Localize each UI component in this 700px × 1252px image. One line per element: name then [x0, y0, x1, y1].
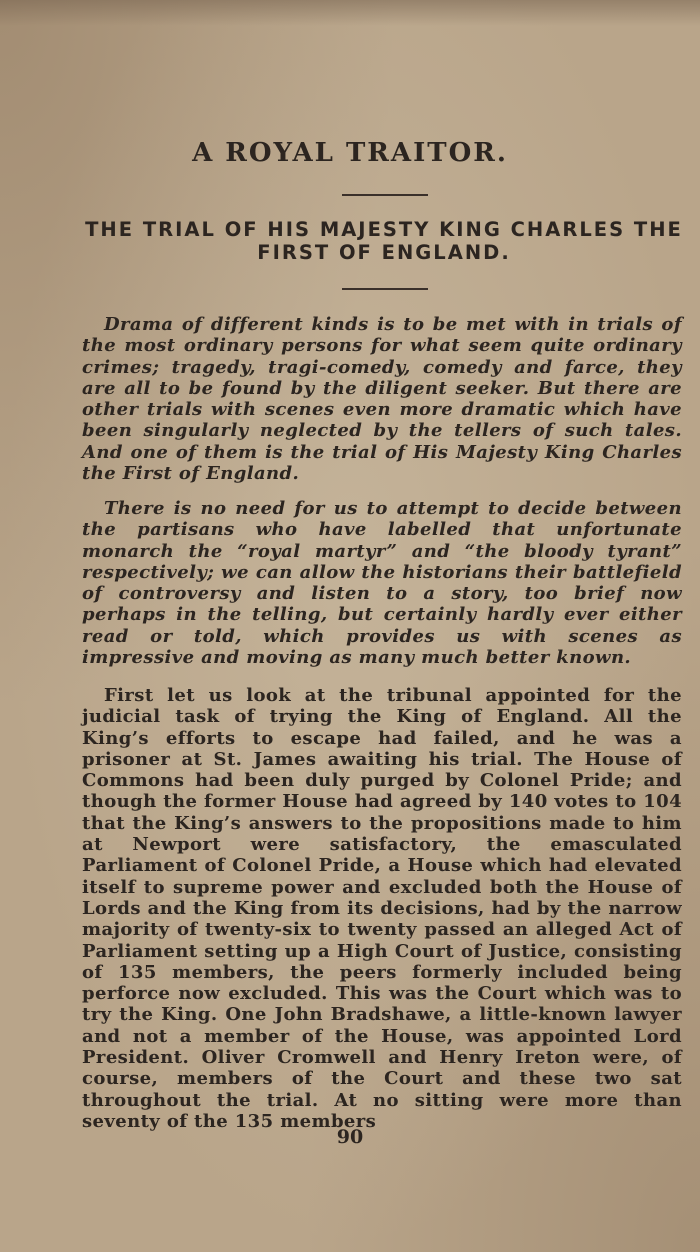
page-number: 90 [336, 1126, 364, 1148]
chapter-title: A ROYAL TRAITOR. [192, 138, 508, 168]
chapter-subtitle: THE TRIAL OF HIS MAJESTY KING CHARLES THE FIRST OF ENGLAND. [85, 218, 683, 264]
paragraph-3: First let us look at the tribunal appointed for the judicial task of trying the King of England. All the King’s efforts to escape had failed, and he was a prisoner at St. James awaiting his trial. The House of Commons had been duly purged by Colonel Pride; and though the former House had agreed by 140 votes to 104 that the King’s answers to the propositions made to him at Newport were satisfactory, the emasculated Parliament of Colonel Pride, a House which had elevated itself to supreme power and excluded both the House of Lords and the King from its decisions, had by the narrow majority of twenty-six to twenty passed an alleged Act of Parliament setting up a High Court of Justice, consisting of 135 members, the peers formerly included being perforce now excluded. This was the Court which was to try the King. One John Bradshawe, a little-known lawyer and not a member of the House, was appointed Lord President. Oliver Cromwell and Henry Ireton were, of course, members of the Court and these two sat throughout the trial. At no sitting were more than seventy of the 135 members [82, 685, 682, 1132]
paragraph-2: There is no need for us to attempt to decide between the partisans who have labelled that unfortunate monarch the “royal martyr” and “the bloody tyrant” respectively; we can allow the historians their battlefield of controversy and listen to a story, too brief now perhaps in the telling, but certainly hardly ever either read or told, which provides us with scenes as impressive and moving as many much better known. [82, 498, 682, 669]
subtitle-divider [342, 288, 428, 290]
paragraph-1: Drama of different kinds is to be met with in trials of the most ordinary persons for what seem quite ordinary crimes; tragedy, tragi-comedy, comedy and farce, they are all to be found by the diligent seeker. But there are other trials with scenes even more dramatic which have been singularly neglected by the tellers of such tales. And one of them is the trial of His Majesty King Charles the First of England. [82, 314, 682, 485]
title-divider [342, 194, 428, 196]
